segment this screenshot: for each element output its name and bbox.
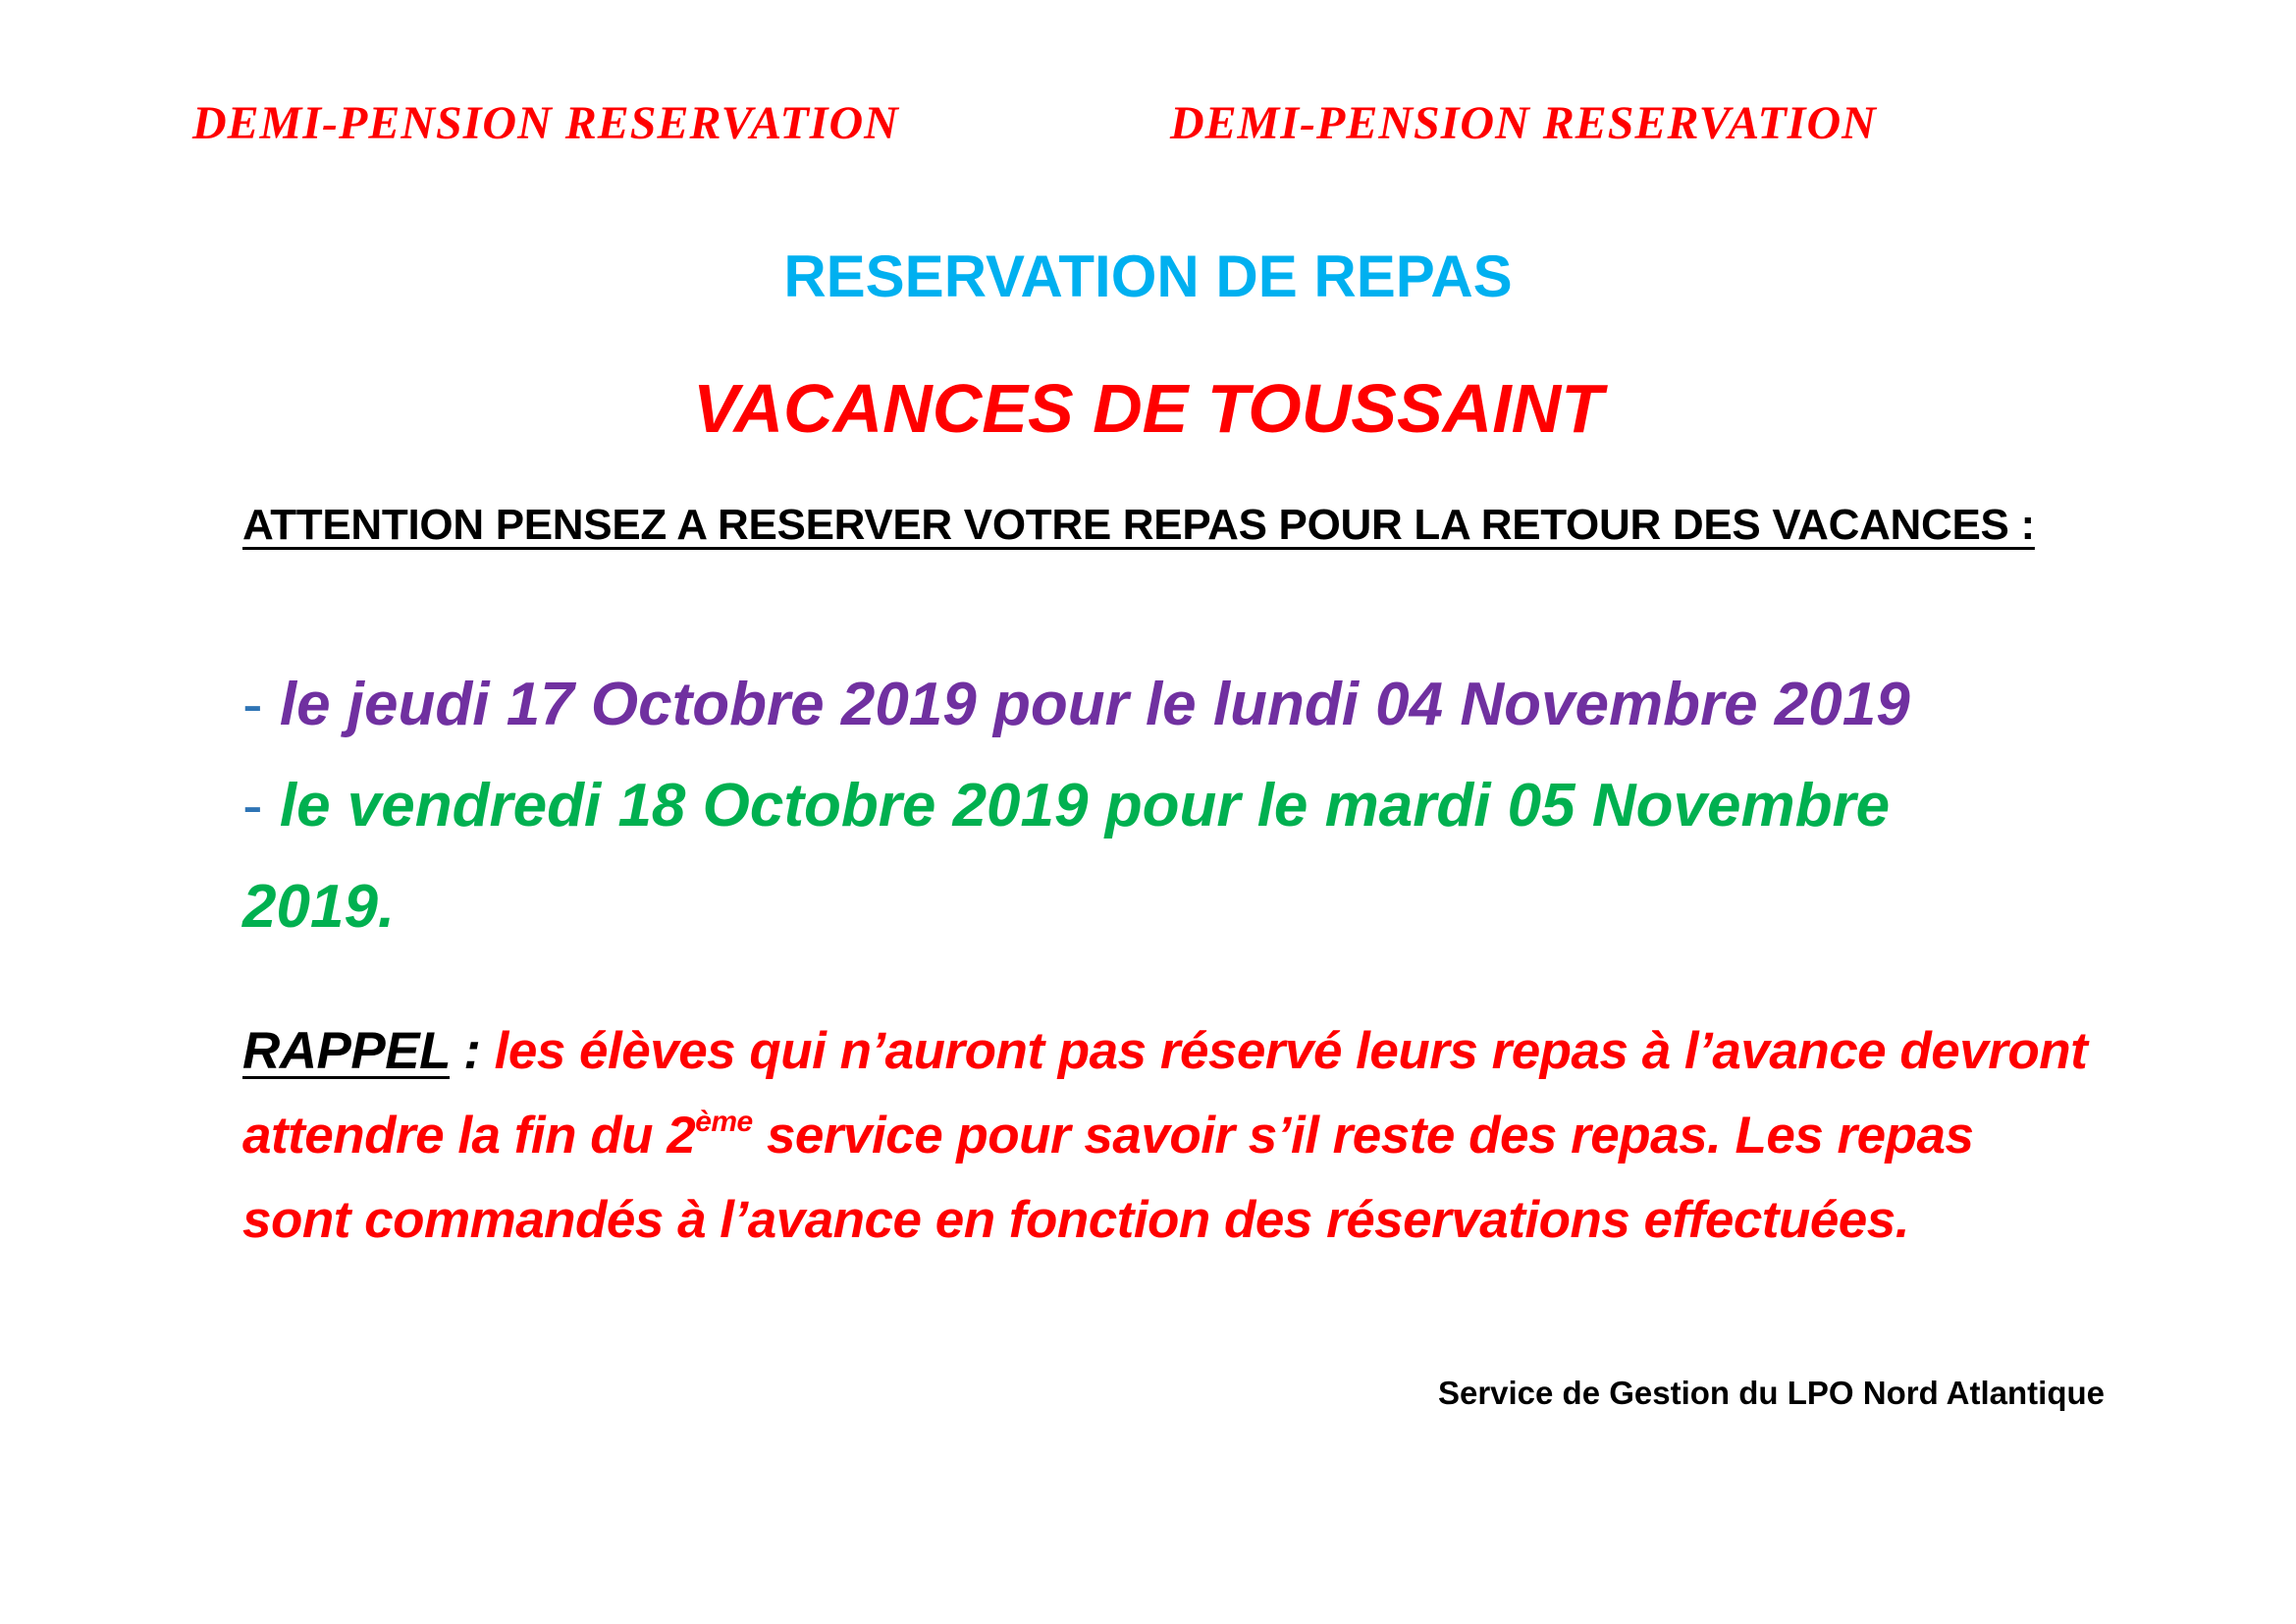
rappel-line-1 [242,1021,2087,1081]
rappel-line-3: sont commandés à l’avance en fonction des réservations effectuées. [242,1191,1909,1249]
rappel-text-2a: attendre la fin du 2 [242,1107,696,1164]
rappel-line-2 [242,1106,1973,1165]
page-title: VACANCES DE TOUSSAINT [693,370,1603,447]
rappel-superscript: ème [695,1106,753,1138]
bullet-dash: - [242,772,280,839]
date-item-1 [242,670,1910,739]
rappel-text-1: les élèves qui n’auront pas réservé leurs repas à l’avance devront [494,1022,2088,1080]
attention-notice: ATTENTION PENSEZ A RESERVER VOTRE REPAS POUR LA RETOUR DES VACANCES : [242,501,2035,549]
date-item-1-text: le jeudi 17 Octobre 2019 pour le lundi 04 Novembre 2019 [279,671,1910,738]
rappel-label: RAPPEL [242,1022,451,1080]
banner-left: DEMI-PENSION RESERVATION [192,97,899,149]
rappel-colon: : [450,1022,495,1080]
signature: Service de Gestion du LPO Nord Atlantique [1437,1375,2105,1411]
bullet-dash: - [242,671,280,738]
banner [192,96,2087,157]
banner-right: DEMI-PENSION RESERVATION [1170,97,1877,149]
date-item-2 [242,771,1890,840]
date-item-2-continuation: 2019. [242,873,396,941]
date-item-2-text: le vendredi 18 Octobre 2019 pour le mardi 05 Novembre [279,772,1891,839]
subtitle: RESERVATION DE REPAS [783,244,1513,309]
rappel-text-2b: service pour savoir s’il reste des repas. Les repas [752,1107,1974,1164]
